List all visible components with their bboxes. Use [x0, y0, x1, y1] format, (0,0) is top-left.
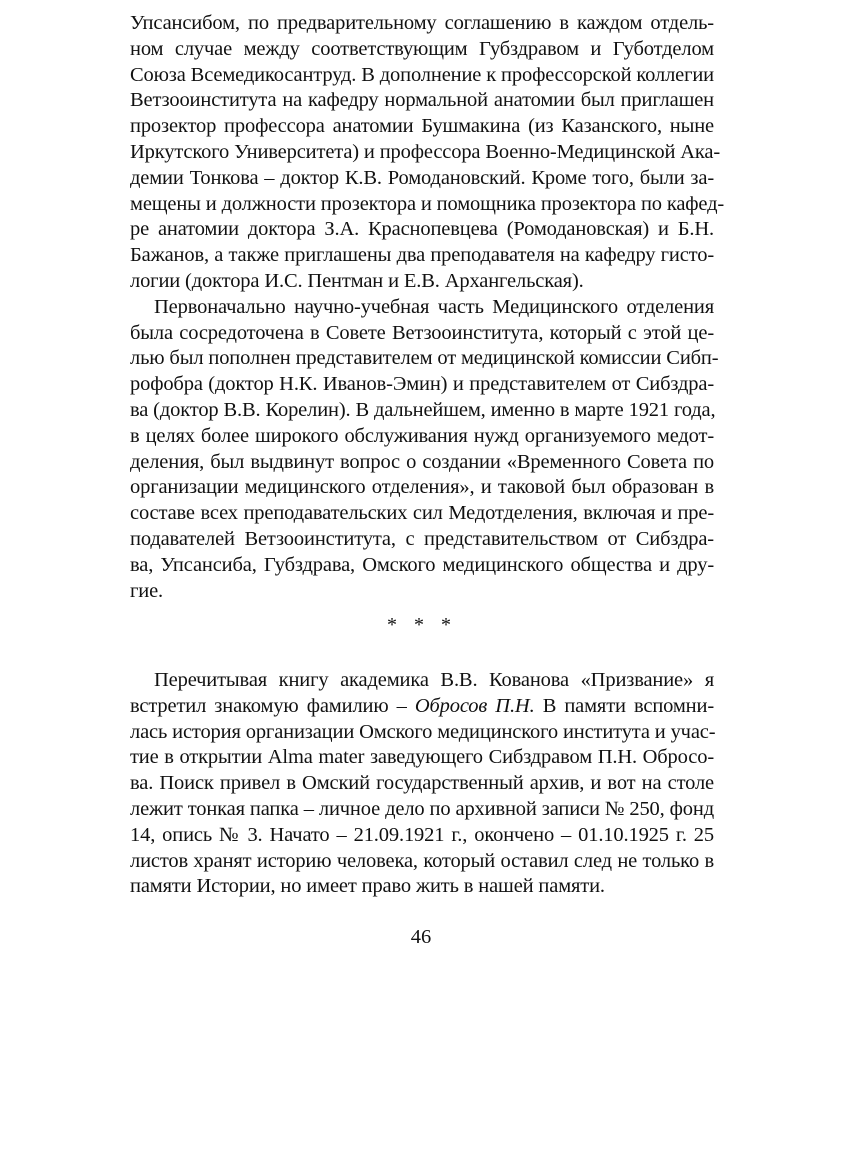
- page-number: 46: [410, 926, 432, 948]
- line-text: листов хранят историю человека, который оставил след не только в: [130, 849, 714, 872]
- paragraph-line: была сосредоточена в Совете Ветзооинститута, который с этой це-: [130, 321, 714, 344]
- paragraph-line: мещены и должности прозектора и помощника прозектора по кафед-: [130, 192, 725, 215]
- paragraph-line: ва, Упсансиба, Губздрава, Омского медицинского общества и дру-: [130, 553, 714, 576]
- line-text: памяти Истории, но имеет право жить в нашей памяти.: [130, 875, 605, 898]
- paragraph-line: [130, 823, 714, 849]
- paragraph-line: организации медицинского отделения», и таковой был образован в: [130, 476, 714, 499]
- paragraph-line: Союза Всемедикосантруд. В дополнение к профессорской коллегии: [130, 63, 714, 86]
- paragraph-line: ре анатомии доктора З.А. Краснопевцева (Ромодановская) и Б.Н.: [130, 218, 714, 241]
- paragraph-line: [130, 874, 714, 900]
- paragraph-3: [130, 668, 714, 900]
- paragraph-line: рофобра (доктор Н.К. Иванов-Эмин) и представителем от Сибздра-: [130, 373, 714, 396]
- text-block-lower: [130, 668, 714, 900]
- paragraph-line: ном случае между соответствующим Губздравом и Губотделом: [130, 37, 714, 60]
- line-text: В памяти вспомни-: [534, 694, 714, 717]
- paragraph-line: составе всех преподавательских сил Медотделения, включая и пре-: [130, 502, 714, 525]
- paragraph-2: [130, 295, 719, 605]
- paragraph-line: демии Тонкова – доктор К.В. Ромодановский. Кроме того, были за-: [130, 166, 714, 189]
- paragraph-line: [130, 849, 714, 875]
- paragraph-line: в целях более широкого обслуживания нужд организуемого медот-: [130, 424, 714, 447]
- line-text: лась история организации Омского медицинского института и учас-: [130, 720, 716, 743]
- paragraph-line: [130, 668, 714, 694]
- line-text: лежит тонкая папка – личное дело по архивной записи № 250, фонд: [130, 797, 714, 820]
- line-text: 14, опись № 3. Начато – 21.09.1921 г., окончено – 01.10.1925 г. 25: [130, 823, 714, 846]
- paragraph-line: Первоначально научно-учебная часть Медицинского отделения: [154, 295, 714, 318]
- italic-name: Обросов П.Н.: [414, 694, 535, 717]
- paragraph-line: [130, 694, 714, 720]
- line-text: ва. Поиск привел в Омский государственный архив, и вот на столе: [130, 772, 714, 795]
- line-text: встретил знакомую фамилию –: [130, 694, 415, 717]
- paragraph-line: ва (доктор В.В. Корелин). В дальнейшем, именно в марте 1921 года,: [130, 398, 716, 421]
- paragraph-line: прозектор профессора анатомии Бушмакина (из Казанского, ныне: [130, 115, 714, 138]
- line-text: Перечитывая книгу академика В.В. Кованова «Призвание» я: [154, 669, 714, 691]
- text-block-upper: [130, 11, 725, 604]
- paragraph-line: [130, 771, 714, 797]
- paragraph-line: гие.: [130, 579, 164, 602]
- paragraph-line: [130, 797, 714, 823]
- paragraph-line: деления, был выдвинут вопрос о создании «Временного Совета по: [130, 450, 714, 473]
- line-text: тие в открытии Alma mater заведующего Сибздравом П.Н. Обросо-: [130, 746, 714, 769]
- paragraph-line: логии (доктора И.С. Пентман и Е.В. Архангельская).: [130, 269, 584, 292]
- section-separator: * * *: [387, 614, 457, 636]
- paragraph-line: [130, 745, 714, 771]
- paragraph-line: лью был пополнен представителем от медицинской комиссии Сибп-: [130, 347, 719, 370]
- paragraph-line: Бажанов, а также приглашены два преподавателя на кафедру гисто-: [130, 244, 714, 267]
- paragraph-line: Иркутского Университета) и профессора Военно-Медицинской Ака-: [130, 140, 721, 163]
- paragraph-1: [130, 11, 725, 295]
- paragraph-line: [130, 720, 714, 746]
- paragraph-line: Ветзооинститута на кафедру нормальной анатомии был приглашен: [130, 89, 714, 112]
- paragraph-line: Упсансибом, по предварительному соглашению в каждом отдель-: [130, 12, 714, 34]
- paragraph-line: подавателей Ветзооинститута, с представительством от Сибздра-: [130, 527, 714, 550]
